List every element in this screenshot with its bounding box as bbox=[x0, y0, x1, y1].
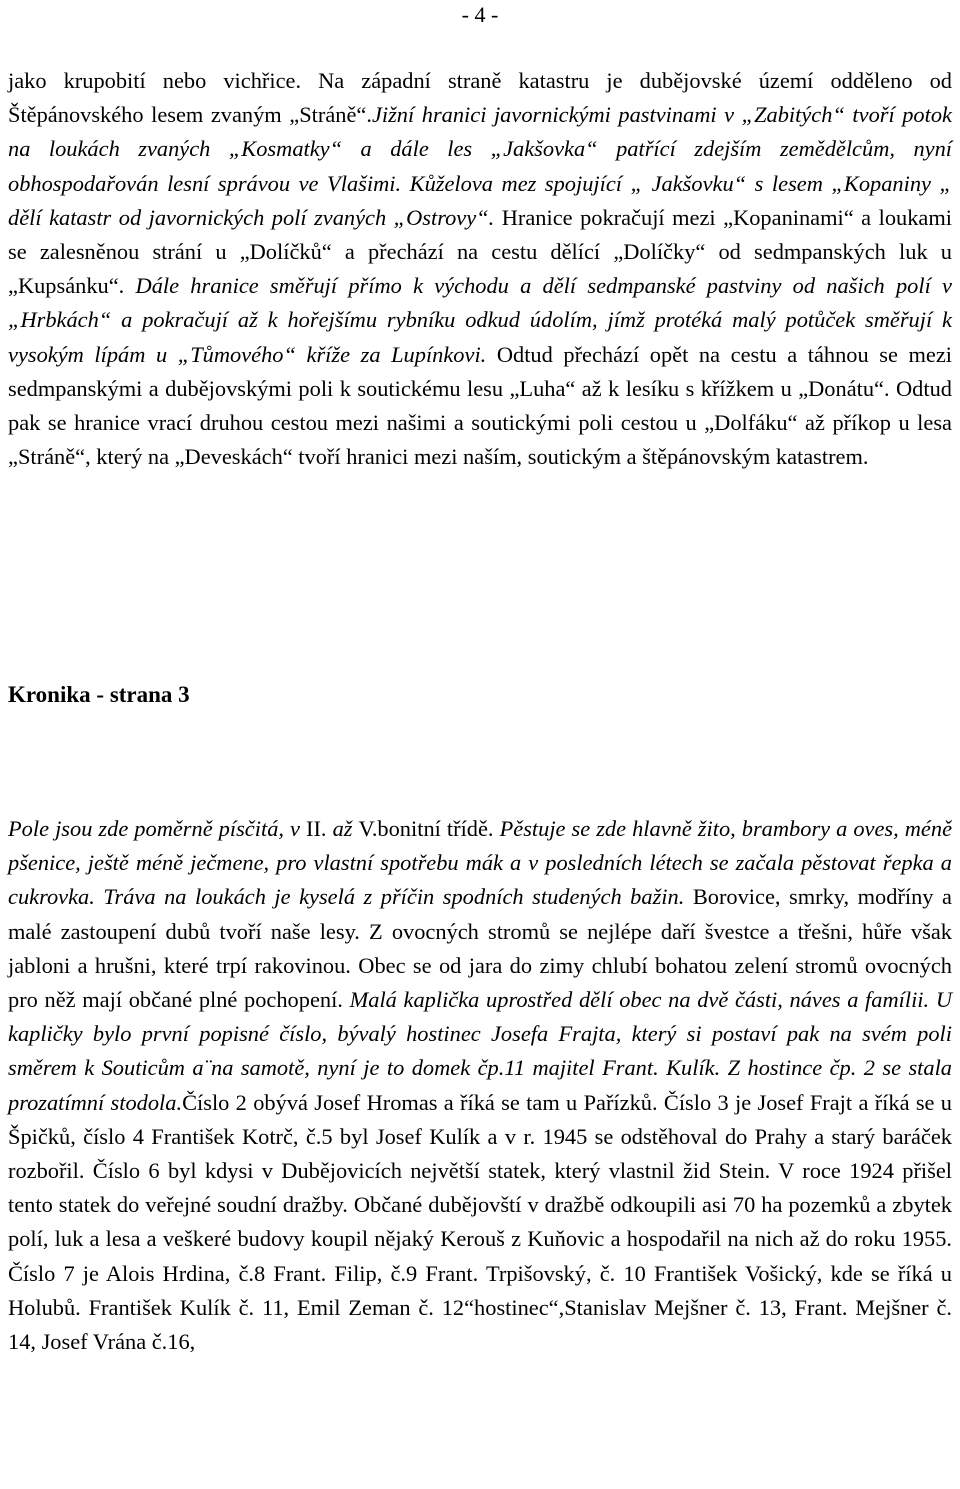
text-run: Pole jsou zde poměrně písčitá, v bbox=[8, 816, 300, 841]
text-run: Dále hranice směřují přímo k východu a dělí sedmpanské pastviny od našich polí v „Hrbkách“ a pokračují až k hořejšímu rybníku odkud údolím, jímž protéká malý potůček směřují k vysokým lípám u „Tůmového“ kříže za Lupínkovi. bbox=[8, 273, 952, 367]
text-run: Z ovocných stromů se nejlépe daří švestce a třešni, hůře však jabloni a hrušni, které trpí rakovinou. bbox=[8, 918, 952, 978]
text-run: Pěstuje se zde hlavně žito, brambory a oves, méně pšenice, ještě méně ječmene, pro vlastní spotřebu mák a v posledních létech se začala pěstovat řepka a cukrovka. bbox=[8, 816, 953, 910]
text-run: Odtud přechází opět na cestu a táhnou se mezi sedmpanskými a dubějovskými poli k soutickému lesu „Luha“ až k lesíku s křížkem u „Donátu“. Odtud pak se hranice vrací druhou cestou mezi našimi a soutickými poli cestou u „Dolfáku“ až příkop u lesa „Stráně“, který na „Deveskách“ tvoří hranici mezi naším, soutickým a štěpánovským katastrem. bbox=[8, 341, 952, 470]
text-run: U kapličky bylo první popisné číslo, bývalý hostinec Josefa Frajta, který si postaví pak na svém poli směrem k Souticům a¨na samotě, nyní je to domek čp.11 majitel Frant. Kulík. Z hostince čp. 2 se stala prozatímní stodola. bbox=[8, 987, 952, 1115]
text-run: až bbox=[332, 816, 353, 841]
text-run: Borovice, smrky, modříny a malé zastoupení dubů tvoří naše lesy. bbox=[8, 884, 952, 944]
text-run: Hranice pokračují mezi „Kopaninami“ a loukami se zalesněnou strání u „Dolíčků“ a přechází na cestu dělící „Dolíčky“ od sedmpanských luk u „Kupsánku“. bbox=[8, 204, 952, 299]
section-heading: Kronika - strana 3 bbox=[8, 682, 190, 707]
text-run: Malá kaplička uprostřed dělí obec na dvě části, náves a famílii. bbox=[349, 987, 930, 1013]
text-run: V.bonitní třídě. bbox=[358, 816, 494, 841]
text-run: Jižní hranici javornickými pastvinami v „Zabitých“ tvoří potok na loukách zvaných „Kosmatky“ a dále les „Jakšovka“ patřící zdejším zemědělcům, nyní obhospodařován lesní správou ve Vlašimi. Kůželova mez spojující „ Jakšovku“ s lesem „Kopaniny „ dělí katastr od javornických polí zvaných „Ostrovy“. bbox=[8, 102, 952, 230]
text-run: Číslo 2 obývá Josef Hromas a říká se tam u Pařízků. Číslo 3 je Josef Frajt a říká se u Špičků, číslo 4 František Kotrč, č.5 byl Josef Kulík a v r. 1945 se odstěhoval do Prahy a starý baráček rozbořil. Číslo 6 byl kdysi v Dubějovicích největší statek, který vlastnil žid Stein. V roce 1924 přišel tento statek do veřejné soudní dražby. Občané dubějovští v dražbě odkoupili asi 70 ha pozemků a zbytek polí, luk a lesa a veškeré budovy koupil nějaký Kerouš z Kuňovic a hospodařil na nich až do roku 1955. Číslo 7 je Alois Hrdina, č.8 Frant. Filip, č.9 Frant. Trpišovský, č. 10 František Vošický, kde se říká u Holubů. František Kulík č. 11, Emil Zeman č. 12“hostinec“,Stanislav Mejšner č. 13, Frant. Mejšner č. 14, Josef Vrána č.16, bbox=[8, 1089, 953, 1355]
chronicle-paragraph bbox=[8, 812, 952, 1359]
text-run: jako krupobití nebo vichřice. Na západní straně katastru je dubějovské území odděleno od Štěpánovského lesem zvaným „Stráně“. bbox=[8, 68, 952, 128]
text-run: II. bbox=[306, 816, 327, 841]
boundary-paragraph bbox=[8, 64, 952, 474]
text-run: Obec se od jara do zimy chlubí bohatou zelení stromů ovocných pro něž mají občané plné pochopení. bbox=[8, 952, 952, 1013]
page-number: - 4 - bbox=[461, 2, 499, 27]
text-run: Tráva na loukách je kyselá z příčin spodních studených bažin. bbox=[103, 884, 685, 910]
